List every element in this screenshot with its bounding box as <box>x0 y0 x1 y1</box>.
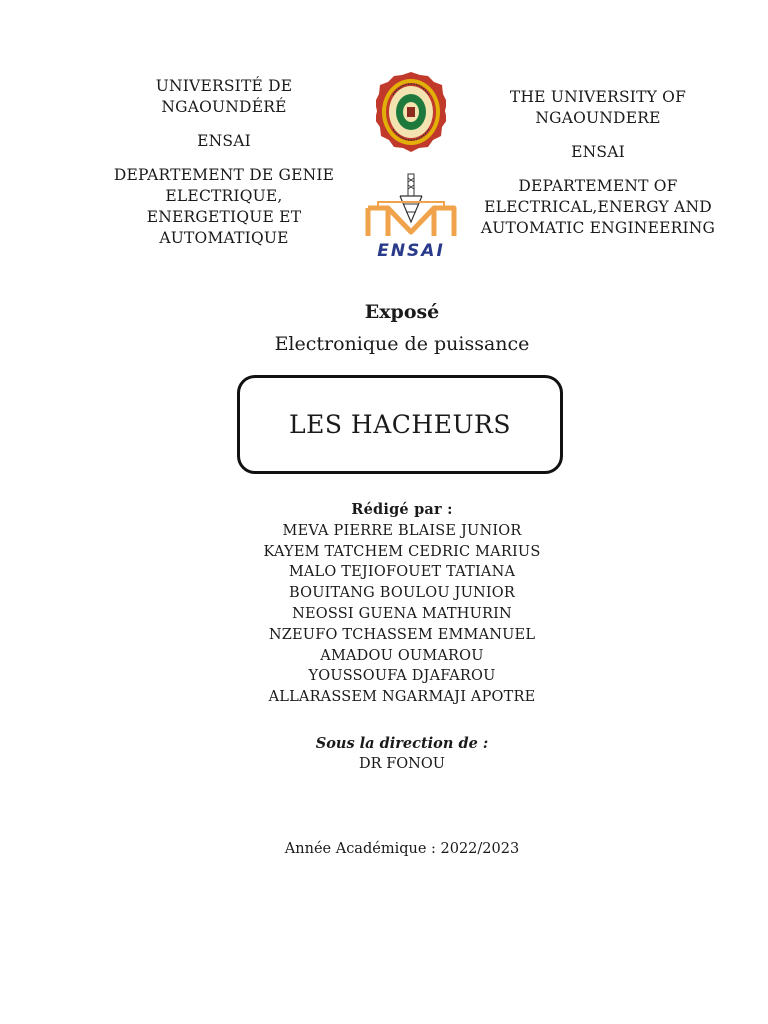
header-right-english <box>462 87 734 239</box>
authors-label: Rédigé par : <box>351 501 453 518</box>
subject-heading: Electronique de puissance <box>274 333 530 355</box>
author-name: ALLARASSEM NGARMAJI APOTRE <box>268 689 536 706</box>
author-name: MALO TEJIOFOUET TATIANA <box>288 564 516 581</box>
author-name: NEOSSI GUENA MATHURIN <box>292 605 512 622</box>
department-fr-line4: AUTOMATIQUE <box>159 229 289 247</box>
department-en-line2: ELECTRICAL,ENERGY AND <box>484 198 712 216</box>
department-fr-line3: ENERGETIQUE ET <box>146 208 302 226</box>
ensai-logo-icon <box>362 172 460 260</box>
document-type: Exposé <box>364 301 440 323</box>
author-name: KAYEM TATCHEM CEDRIC MARIUS <box>263 543 541 560</box>
authors-section <box>0 500 768 708</box>
university-seal-icon <box>376 71 446 153</box>
supervisor-name: DR FONOU <box>359 756 445 772</box>
header-left-french <box>96 76 352 249</box>
author-name: NZEUFO TCHASSEM EMMANUEL <box>268 626 536 643</box>
ensai-logo-text: ENSAI <box>377 241 445 260</box>
school-name-en: ENSAI <box>571 143 625 161</box>
university-name-fr-line2: NGAOUNDÉRÉ <box>161 98 287 116</box>
supervision-label: Sous la direction de : <box>315 735 489 752</box>
author-name: AMADOU OUMAROU <box>320 647 484 664</box>
title-box <box>237 375 563 474</box>
department-fr-line1: DEPARTEMENT DE GENIE <box>113 166 335 184</box>
department-en-line3: AUTOMATIC ENGINEERING <box>480 219 716 237</box>
document-title: LES HACHEURS <box>289 410 511 439</box>
academic-year: Année Académique : 2022/2023 <box>284 841 520 857</box>
university-name-en-line1: THE UNIVERSITY OF <box>509 88 687 106</box>
author-name: MEVA PIERRE BLAISE JUNIOR <box>282 522 522 539</box>
author-name: BOUITANG BOULOU JUNIOR <box>288 585 516 602</box>
authors-list <box>0 521 768 708</box>
author-name: YOUSSOUFA DJAFAROU <box>308 668 496 685</box>
university-name-en-line2: NGAOUNDERE <box>535 109 661 127</box>
university-name-fr-line1: UNIVERSITÉ DE <box>155 77 293 95</box>
school-name-fr: ENSAI <box>197 132 251 150</box>
department-fr-line2: ELECTRIQUE, <box>165 187 283 205</box>
supervision-section <box>0 733 768 775</box>
department-en-line1: DEPARTEMENT OF <box>518 177 678 195</box>
